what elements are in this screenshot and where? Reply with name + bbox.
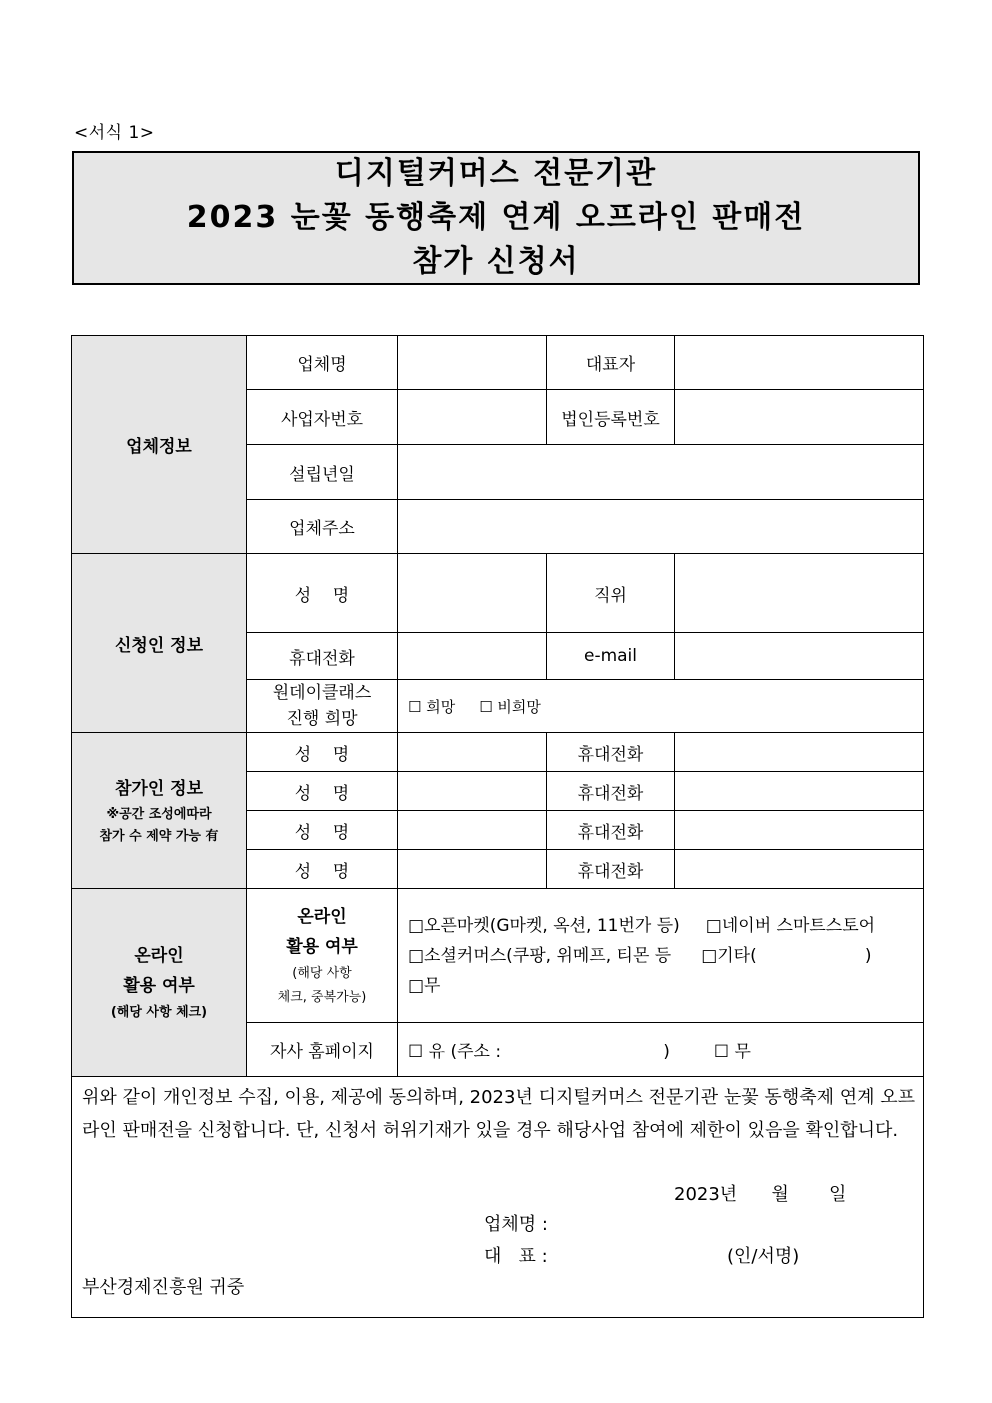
online-sub-note-1: (해당 사항: [292, 965, 352, 981]
founded-label: 설립년일: [247, 445, 398, 500]
email-label: e-mail: [547, 633, 675, 680]
participant-phone-label: 휴대전화: [547, 733, 675, 772]
oneday-class-options: [398, 680, 924, 733]
participant-section-title: 참가인 정보: [114, 778, 204, 799]
participant-name-label: 성 명: [247, 772, 398, 811]
opt-etc-checkbox[interactable]: □기타( ): [701, 945, 872, 966]
participant-phone-field[interactable]: [675, 850, 924, 889]
participant-section-label: [72, 733, 247, 889]
online-sub-title-1: 온라인: [297, 906, 347, 927]
declaration-cell: [72, 1077, 924, 1318]
participant-name-field[interactable]: [398, 733, 547, 772]
online-section-title-2: 활용 여부: [123, 975, 195, 996]
homepage-options: [398, 1023, 924, 1077]
class-opt-no[interactable]: ☐ 비희망: [479, 697, 541, 716]
applicant-phone-label: 휴대전화: [247, 633, 398, 680]
participant-name-label: 성 명: [247, 850, 398, 889]
opt-openmarket-checkbox[interactable]: □오픈마켓(G마켓, 옥션, 11번가 등): [408, 915, 680, 936]
oneday-class-label: [247, 680, 398, 733]
online-section-note: (해당 사항 체크): [110, 1004, 208, 1020]
participant-phone-field[interactable]: [675, 811, 924, 850]
applicant-name-label: 성 명: [247, 554, 398, 633]
company-name-field[interactable]: [398, 336, 547, 390]
title-line-3: 참가 신청서: [412, 244, 580, 279]
homepage-label: 자사 홈페이지: [247, 1023, 398, 1077]
participant-phone-label: 휴대전화: [547, 850, 675, 889]
participant-name-field[interactable]: [398, 850, 547, 889]
bizno-field[interactable]: [398, 390, 547, 445]
participant-phone-field[interactable]: [675, 772, 924, 811]
corpno-label: 법인등록번호: [547, 390, 675, 445]
company-name-label: 업체명: [247, 336, 398, 390]
participant-name-label: 성 명: [247, 811, 398, 850]
participant-row: [72, 733, 924, 772]
participant-phone-field[interactable]: [675, 733, 924, 772]
participant-name-field[interactable]: [398, 811, 547, 850]
participant-phone-label: 휴대전화: [547, 772, 675, 811]
address-label: 업체주소: [247, 500, 398, 554]
applicant-name-field[interactable]: [398, 554, 547, 633]
ceo-field[interactable]: [675, 336, 924, 390]
title-box: [72, 151, 920, 285]
class-opt-yes[interactable]: ☐ 희망: [408, 697, 456, 716]
company-section-label: 업체정보: [72, 336, 247, 554]
address-field[interactable]: [398, 500, 924, 554]
application-table: [71, 335, 924, 1318]
signature-seal: (인/서명): [727, 1246, 800, 1267]
signature-rep-label: 대 표 :: [484, 1246, 548, 1267]
applicant-row-1: [72, 554, 924, 633]
email-field[interactable]: [675, 633, 924, 680]
bizno-label: 사업자번호: [247, 390, 398, 445]
position-field[interactable]: [675, 554, 924, 633]
online-section-label: [72, 889, 247, 1077]
position-label: 직위: [547, 554, 675, 633]
homepage-no-checkbox[interactable]: ☐ 무: [713, 1042, 751, 1062]
company-row-1: [72, 336, 924, 390]
title-line-1: 디지털커머스 전문기관: [334, 156, 658, 191]
oneday-class-label-1: 원데이클래스: [272, 683, 372, 703]
ceo-label: 대표자: [547, 336, 675, 390]
recipient: 부산경제진흥원 귀중: [82, 1277, 245, 1298]
applicant-phone-field[interactable]: [398, 633, 547, 680]
title-line-2: 2023 눈꽃 동행축제 연계 오프라인 판매전: [186, 200, 806, 235]
declaration-text: 위와 같이 개인정보 수집, 이용, 제공에 동의하며, 2023년 디지털커머스 전문기관 눈꽃 동행축제 연계 오프라인 판매전을 신청합니다. 단, 신청서 허위기재가 있을 경우 해당사업 참여에 제한이 있음을 확인합니다.: [82, 1087, 915, 1141]
participant-name-field[interactable]: [398, 772, 547, 811]
applicant-section-label: 신청인 정보: [72, 554, 247, 733]
corpno-field[interactable]: [675, 390, 924, 445]
opt-naver-checkbox[interactable]: □네이버 스마트스토어: [705, 915, 876, 936]
founded-field[interactable]: [398, 445, 924, 500]
declaration-row: [72, 1077, 924, 1318]
oneday-class-label-2: 진행 희망: [286, 709, 358, 729]
opt-social-checkbox[interactable]: □소셜커머스(쿠팡, 위메프, 티몬 등: [408, 945, 672, 966]
online-sub-title-2: 활용 여부: [286, 936, 358, 957]
homepage-yes-checkbox[interactable]: ☐ 유 (주소 : ): [408, 1042, 670, 1062]
participant-name-label: 성 명: [247, 733, 398, 772]
signature-company-label: 업체명 :: [484, 1214, 548, 1235]
online-sub-note-2: 체크, 중복가능): [277, 989, 367, 1005]
online-section-title-1: 온라인: [134, 945, 184, 966]
participant-note-1: ※공간 조성에따라: [106, 806, 212, 822]
form-label: <서식 1>: [74, 123, 155, 143]
online-row-1: [72, 889, 924, 1023]
participant-note-2: 참가 수 제약 가능 有: [99, 828, 219, 844]
participant-phone-label: 휴대전화: [547, 811, 675, 850]
opt-none-checkbox[interactable]: □무: [408, 975, 441, 996]
online-sub-label: [247, 889, 398, 1023]
online-options: [398, 889, 924, 1023]
signature-date: 2023년 월 일: [674, 1184, 847, 1205]
